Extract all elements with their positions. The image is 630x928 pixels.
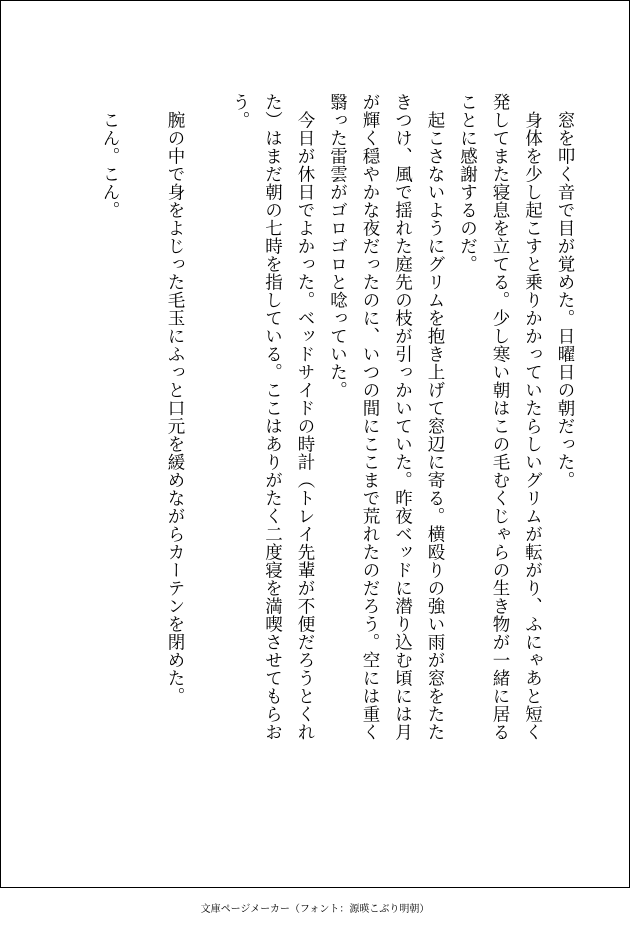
- text-line: 翳った雷雲がゴロゴロと唸っていた。: [327, 93, 348, 399]
- text-line: う。: [230, 93, 250, 129]
- text-line: ことに感謝するのだ。: [457, 93, 478, 273]
- blank-line: [126, 93, 159, 793]
- text-line: た）はまだ朝の七時を指している。ここはありがたく二度寝を満喫させてもらお: [262, 93, 283, 741]
- text-line: 腕の中で身をよじった毛玉にふっと口元を緩めながらカーテンを閉めた。: [165, 93, 185, 705]
- text-line: 身体を少し起こすと乗りかかっていたらしいグリムが転がり、ふにゃあと短く: [522, 93, 543, 741]
- text-line: 発してまた寝息を立てる。少し寒い朝はこの毛むくじゃらの生き物が一緒に居る: [490, 93, 510, 741]
- text-line: きつけ、風で揺れた庭先の枝が引っかいていた。昨夜ベッドに潜り込む頃には月: [392, 93, 413, 741]
- text-line: 起こさないようにグリムを抱き上げて窓辺に寄る。横殴りの強い雨が窓をたた: [425, 93, 445, 741]
- text-line: こん。こん。: [100, 93, 120, 219]
- text-line: が輝く穏やかな夜だったのに、いつの間にここまで荒れたのだろう。空には重く: [360, 93, 380, 741]
- text-line: 窓を叩く音で目が覚めた。日曜日の朝だった。: [555, 93, 575, 489]
- footer-credit: 文庫ページメーカー（フォント：源暎こぶり明朝）: [200, 904, 430, 915]
- blank-line: [191, 93, 224, 793]
- text-line: 今日が休日でよかった。ベッドサイドの時計（トレイ先輩が不便だろうとくれ: [295, 93, 315, 741]
- vertical-text-body: [94, 93, 582, 793]
